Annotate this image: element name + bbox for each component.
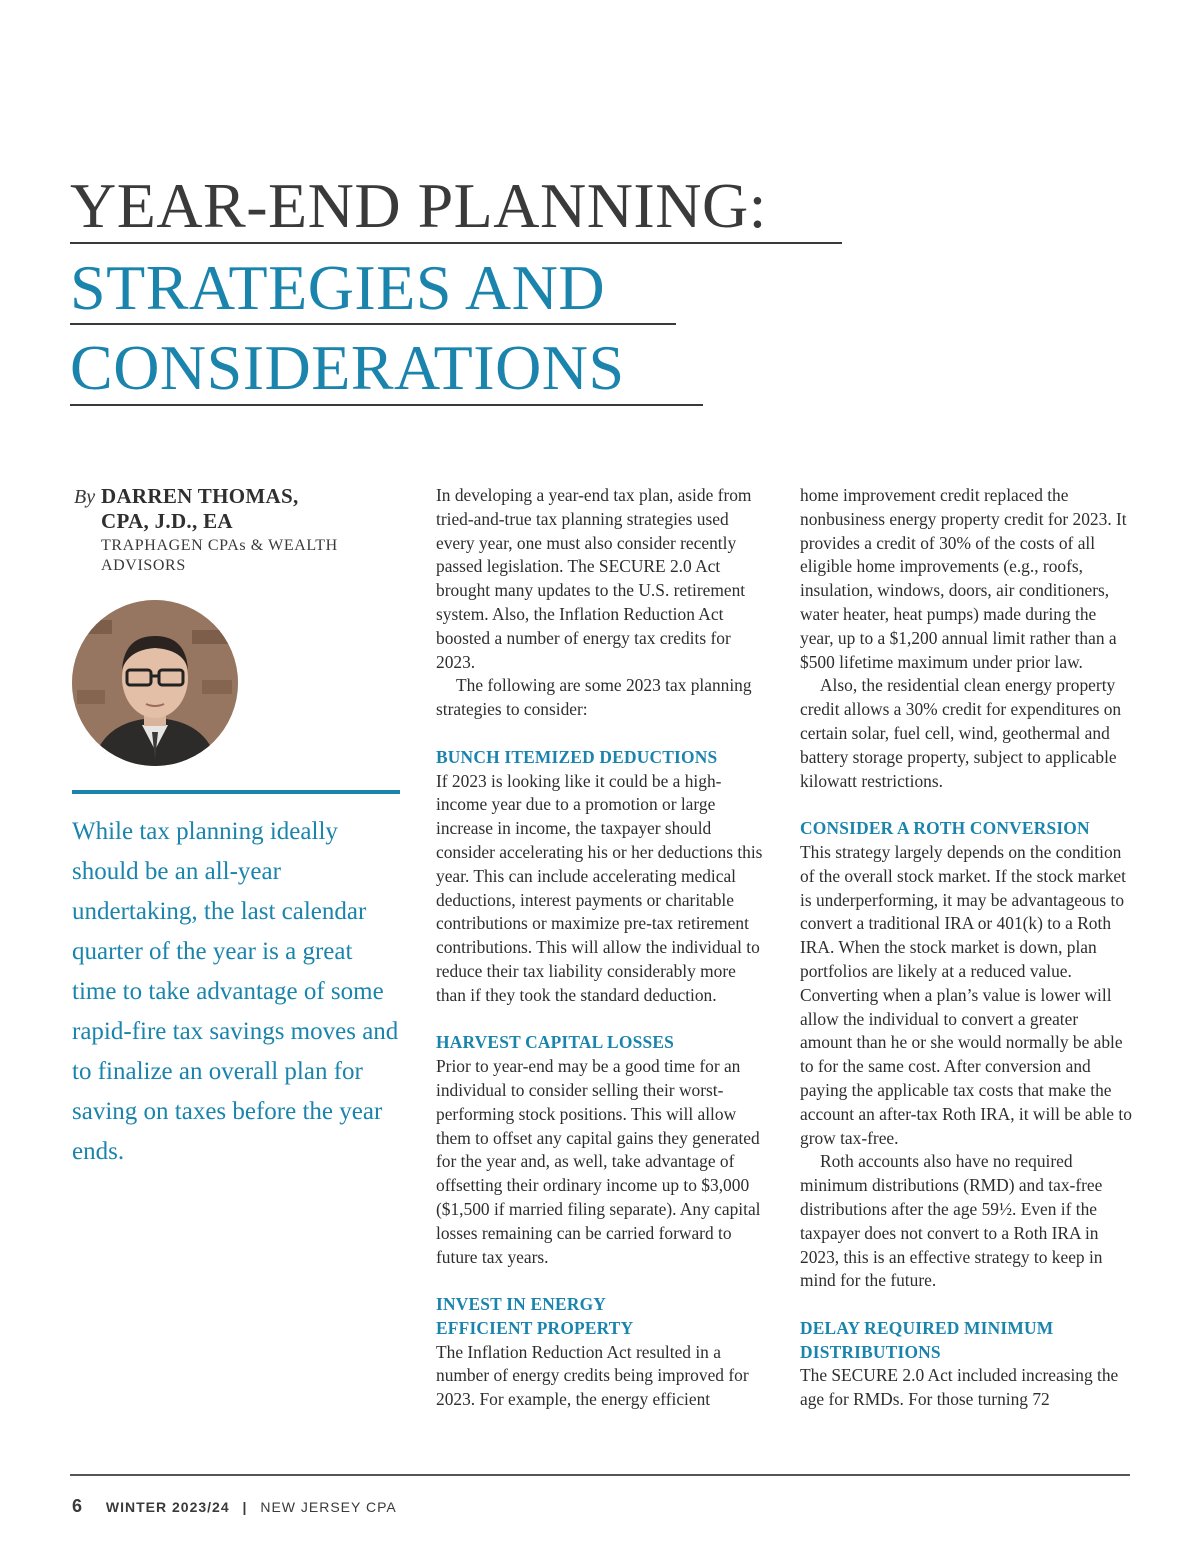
heading-energy-line-1: INVEST IN ENERGY	[436, 1294, 607, 1315]
intro-paragraph-2: The following are some 2023 tax planning strategies to consider:	[436, 675, 752, 720]
harvest-losses-paragraph: Prior to year-end may be a good time for an individual to consider selling their worst-performing stock positions. This will allow them to offset any capital gains they generated for the year and, as well, take advantage of offsetting their ordinary income up to $3,000 ($1,500 if married filing separate). Any capital losses remaining can be carried forward to future tax years.	[436, 1056, 761, 1267]
heading-energy-line-2: EFFICIENT PROPERTY	[436, 1317, 634, 1338]
heading-rmd-line-1: DELAY REQUIRED MINIMUM	[800, 1317, 1054, 1338]
energy-continued-paragraph: home improvement credit replaced the nonbusiness energy property credit for 2023. It provides a credit of 30% of the costs of all eligible home improvements (e.g., roofs, insulation, windows, doors, air conditioners, water heater, heat pumps) made during the year, up to a $1,200 annual limit rather than a $500 lifetime maximum under prior law.	[800, 485, 1127, 672]
rmd-paragraph: The SECURE 2.0 Act included increasing the age for RMDs. For those turning 72	[800, 1365, 1119, 1410]
title-underline-3	[70, 404, 703, 406]
energy-paragraph: The Inflation Reduction Act resulted in a number of energy credits being improved for 2023. For example, the energy efficient	[436, 1341, 749, 1410]
bunch-deductions-paragraph: If 2023 is looking like it could be a high-income year due to a promotion or large increase in income, the taxpayer should consider accelerating his or her deductions this year. This can include accelerating medical deductions, interest payments or charitable contributions or maximize pre-tax retirement contributions. This will allow the individual to reduce their tax liability considerably more than if they took the standard deduction.	[436, 770, 763, 1005]
heading-roth-conversion: CONSIDER A ROTH CONVERSION	[800, 818, 1090, 839]
intro-paragraph: In developing a year-end tax plan, aside from tried-and-true tax planning strategies used every year, one must also consider recently passed legislation. The SECURE 2.0 Act brought many updates to the U.S. retirement system. Also, the Inflation Reduction Act boosted a number of energy tax credits for 2023.	[436, 485, 752, 672]
author-line-1: DARREN THOMAS,	[101, 484, 299, 508]
issue-season: WINTER 2023/24	[105, 1499, 230, 1515]
author-photo	[72, 600, 238, 766]
by-label: By	[74, 486, 96, 508]
pull-quote-rule	[72, 790, 400, 794]
author-portrait-icon	[72, 600, 238, 766]
title-line-1: YEAR-END PLANNING:	[70, 170, 767, 241]
pull-quote: While tax planning ideally should be an all-year undertaking, the last calendar quarter of the year is a great time to take advantage of some rapid-fire tax savings moves and to finalize an overall plan for saving on taxes before the year ends.	[72, 818, 399, 1165]
firm-line-2: ADVISORS	[101, 557, 186, 574]
roth-paragraph-2: Roth accounts also have no required minimum distributions (RMD) and tax-free distributions after the age 59½. Even if the taxpayer does not convert to a Roth IRA in 2023, this is an effective strategy to keep in mind for the future.	[800, 1151, 1103, 1291]
page-number: 6	[72, 1496, 84, 1516]
firm-line-1: TRAPHAGEN CPAs & WEALTH	[101, 537, 338, 554]
roth-paragraph: This strategy largely depends on the condition of the overall stock market. If the stock market is underperforming, it may be advantageous to convert a traditional IRA or 401(k) to a Roth IRA. When the stock market is down, plan portfolios are likely at a reduced value. Converting when a plan’s value is lower will allow the individual to convert a greater amount than he or she would normally be able to for the same cost. After conversion and paying the applicable tax costs that make the account an after-tax Roth IRA, it will be able to grow tax-free.	[800, 841, 1132, 1148]
footer-rule	[70, 1474, 1130, 1476]
publication-name: NEW JERSEY CPA	[260, 1499, 397, 1515]
heading-harvest-capital-losses: HARVEST CAPITAL LOSSES	[436, 1032, 674, 1053]
heading-invest-energy-efficient	[436, 1293, 770, 1341]
author-firm	[101, 536, 381, 576]
page-footer	[72, 1496, 397, 1517]
title-line-3: CONSIDERATIONS	[70, 332, 625, 403]
footer-separator: |	[242, 1499, 248, 1515]
heading-bunch-itemized-deductions: BUNCH ITEMIZED DEDUCTIONS	[436, 746, 718, 767]
article-column-3	[800, 484, 1134, 1412]
author-line-2: CPA, J.D., EA	[101, 509, 233, 533]
heading-rmd-line-2: DISTRIBUTIONS	[800, 1341, 941, 1362]
title-underline-2	[70, 323, 676, 325]
article-column-2	[436, 484, 770, 1412]
author-name	[101, 484, 381, 534]
title-underline-1	[70, 242, 842, 244]
clean-energy-paragraph: Also, the residential clean energy property credit allows a 30% credit for expenditures on certain solar, fuel cell, wind, geothermal and battery storage property, subject to applicable kilowatt restrictions.	[800, 675, 1122, 791]
heading-delay-rmd	[800, 1317, 1134, 1365]
title-line-2: STRATEGIES AND	[70, 252, 606, 323]
